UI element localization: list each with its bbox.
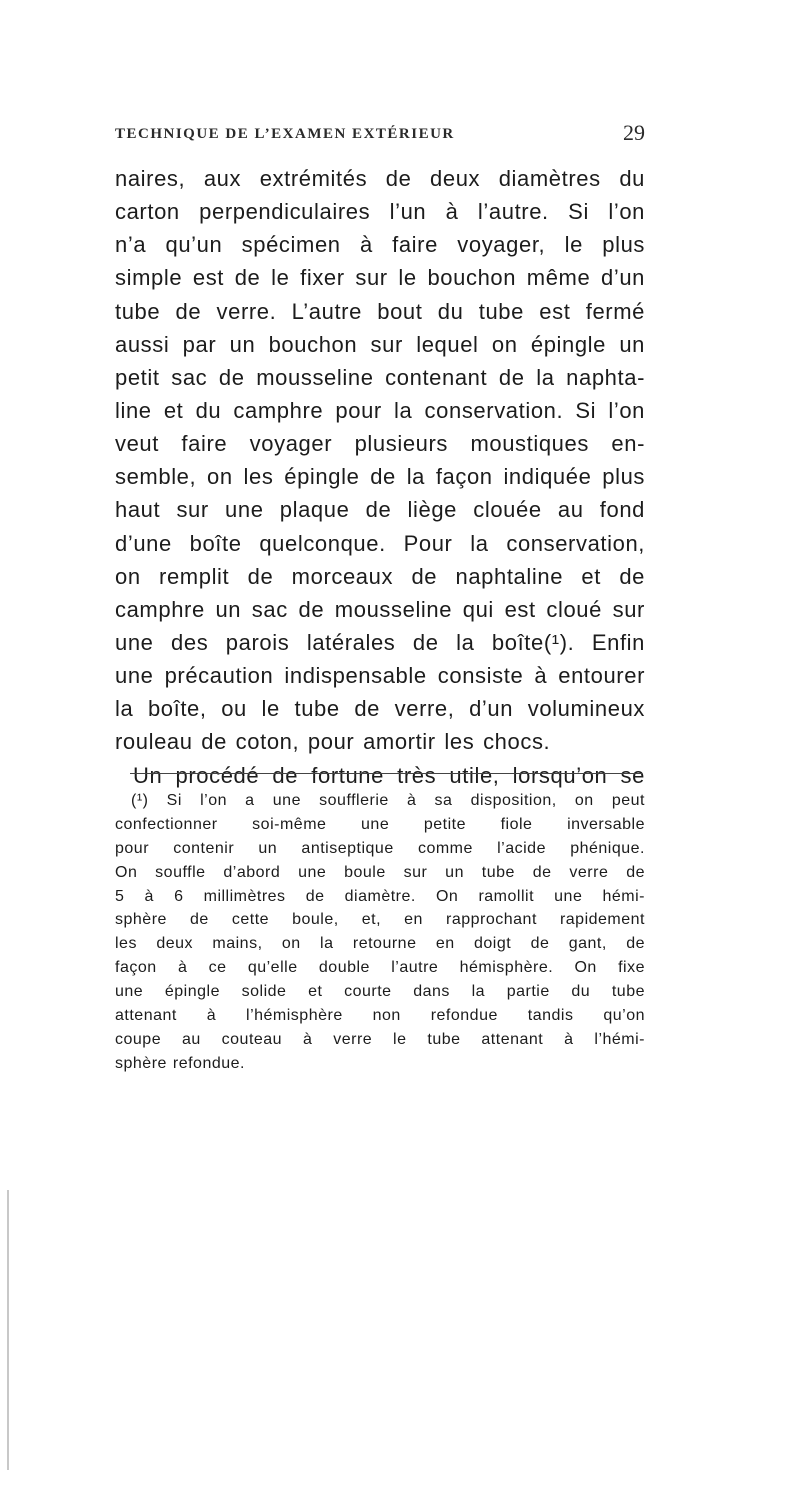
page-edge-mark [7, 1190, 9, 1470]
body-line: petit sac de mousseline contenant de la naphta- [115, 364, 645, 390]
footnote-separator [130, 773, 642, 774]
body-line: simple est de le fixer sur le bouchon même d’un [115, 265, 645, 291]
body-line: semble, on les épingle de la façon indiquée plus [115, 464, 645, 490]
body-line: tube de verre. L’autre bout du tube est fermé [115, 298, 645, 324]
footnote-line: sphère refondue. [115, 1054, 245, 1072]
footnote-line: coupe au couteau à verre le tube attenant à l’hémi- [115, 1030, 645, 1048]
body-line: la boîte, ou le tube de verre, d’un volumineux [115, 696, 645, 722]
body-line: aussi par un bouchon sur lequel on épingle un [115, 331, 645, 357]
running-title: TECHNIQUE DE L’EXAMEN EXTÉRIEUR [115, 126, 455, 142]
body-line: carton perpendiculaires l’un à l’autre. Si l’on [115, 199, 645, 225]
footnote-line: les deux mains, on la retourne en doigt de gant, de [115, 935, 645, 953]
footnote-line: (¹) Si l’on a une soufflerie à sa disposition, on peut [131, 792, 645, 809]
page-header [115, 120, 645, 150]
body-line: veut faire voyager plusieurs moustiques en- [115, 431, 645, 457]
footnote-line: On souffle d’abord une boule sur un tube de verre de [115, 863, 645, 881]
footnote-line: attenant à l’hémisphère non refondue tandis qu’on [115, 1007, 645, 1025]
body-text [115, 162, 645, 792]
footnote-line: 5 à 6 millimètres de diamètre. On ramollit une hémi- [115, 887, 645, 905]
footnote [115, 789, 645, 1076]
footnote-line: une épingle solide et courte dans la partie du tube [115, 983, 645, 1001]
body-line: on remplit de morceaux de naphtaline et de [115, 563, 645, 589]
body-line: une précaution indispensable consiste à entourer [115, 663, 645, 689]
footnote-line: façon à ce qu’elle double l’autre hémisphère. On fixe [115, 959, 645, 977]
body-line: Un procédé de fortune très utile, lorsqu’on se [133, 762, 645, 788]
body-line: line et du camphre pour la conservation. Si l’on [115, 397, 645, 423]
footnote-line: confectionner soi-même une petite fiole inversable [115, 815, 645, 833]
body-line: haut sur une plaque de liège clouée au fond [115, 497, 645, 523]
page-number: 29 [623, 120, 645, 145]
footnote-line: pour contenir un antiseptique comme l’acide phénique. [115, 839, 645, 857]
footnote-line: sphère de cette boule, et, en rapprochant rapidement [115, 911, 645, 929]
body-line: une des parois latérales de la boîte(¹). Enfin [115, 629, 645, 655]
body-line: d’une boîte quelconque. Pour la conservation, [115, 530, 645, 556]
body-line: camphre un sac de mousseline qui est cloué sur [115, 596, 645, 622]
body-line: rouleau de coton, pour amortir les chocs. [115, 729, 551, 755]
body-line: naires, aux extrémités de deux diamètres du [115, 166, 645, 191]
body-line: n’a qu’un spécimen à faire voyager, le plus [115, 232, 645, 258]
